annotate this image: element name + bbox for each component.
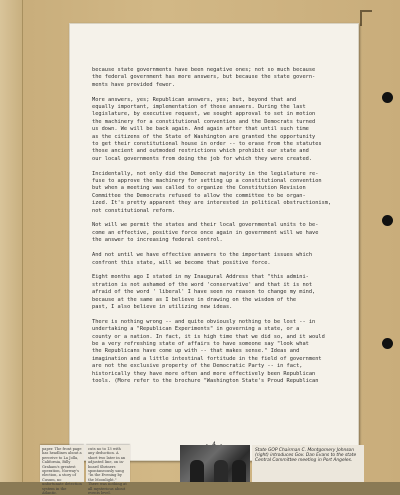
photo-figure-center [214, 460, 228, 482]
photo-figure-right [232, 460, 246, 482]
punch-hole-bottom [382, 338, 393, 349]
typed-speech-page [69, 23, 359, 461]
punch-hole-top [382, 92, 393, 103]
newspaper-clipping-column-b: cuts no to 13 with any deduction. A short two later in an adjusted line, on in-board Shriners spontaneously sang "In the Evening by the Moonlight." There was nothing at all mysterious about events level. [86, 445, 130, 482]
photo-caption: State GOP Chairman C. Montgomery Johnson (right) introduces Gov. Dan Evans to the state Central Committee meeting in Port Angeles. [252, 445, 364, 482]
paragraph-5: And not until we have effective answers to the important issues which confront this state, will we become that positive force. [92, 252, 313, 266]
punch-hole-middle [382, 215, 393, 226]
paragraph-2: More answers, yes; Republican answers, yes; but, beyond that and equally important, implementation of those answers. During the last legislature, by executive request, we sought approval to set in motion the machinery for a constitutional convention and the Democrats turned us down. We will be back again. And again after that until such time as the citizens of the State of Washington are granted the opportunity to get their constitutional house in order -- to erase from the statutes those ancient and outmoded restrictions which prohibit our state and our local governments from doing the job for which they were created. [92, 96, 322, 162]
paragraph-6: Eight months ago I stated in my Inaugural Address that "this admini- stration is not ashamed of the word 'conservative' and that it is not afraid of the word ' liberal' I have seen no reason to change my mind, because at the same as I believe in drawing on the wisdom of the past, I also believe in utilizing new ideas. [92, 274, 316, 310]
newspaper-clipping-column-a: paper. The front page has headlines about a perceive to La Jolla, California, Billy Graham's greatest operation, Norway's election, a story of Cusum, no unfortunate detection system in the Atlantic. [40, 445, 84, 482]
paragraph-1: because state governments have been negative ones; not so much because the federal government has more answers, but because the state govern- ments have provided fewer. [92, 67, 316, 88]
newspaper-photo [180, 445, 250, 482]
binding-strip [0, 0, 23, 482]
corner-mark [360, 10, 372, 26]
paragraph-7: There is nothing wrong -- and quite obviously nothing to be lost -- in undertaking a "Republican Experiments" in governing a state, or a county or a nation. In fact, it is high time that we did so, and it would be a very refreshing state of affairs to have someone say "look what the Republicans have come up with -- that makes sense." Ideas and imagination and a little intestinal fortitude in the field of government are not the exclusive property of the Democratic Party -- in fact, historically they have more often and more effectively been Republican tools. (More refer to the brochure "Washington State's Proud Republican [92, 318, 325, 384]
photo-figure-left [190, 460, 204, 482]
paragraph-3: Incidentally, not only did the Democrat majority in the legislature re- fuse to approve the machinery for setting up a constitutional convention but when a meeting was called to organize the Constitution Revision Committee the Democrats refused to allow the committee to be organ- ized. It's pretty apparent they are interested in political obstructionism, not constitutional reform. [92, 170, 332, 214]
paragraph-4: Not will we permit the states and their local governmental units to be- come an effective, positive force once again in government will we have the answer to increasing federal control. [92, 222, 319, 244]
